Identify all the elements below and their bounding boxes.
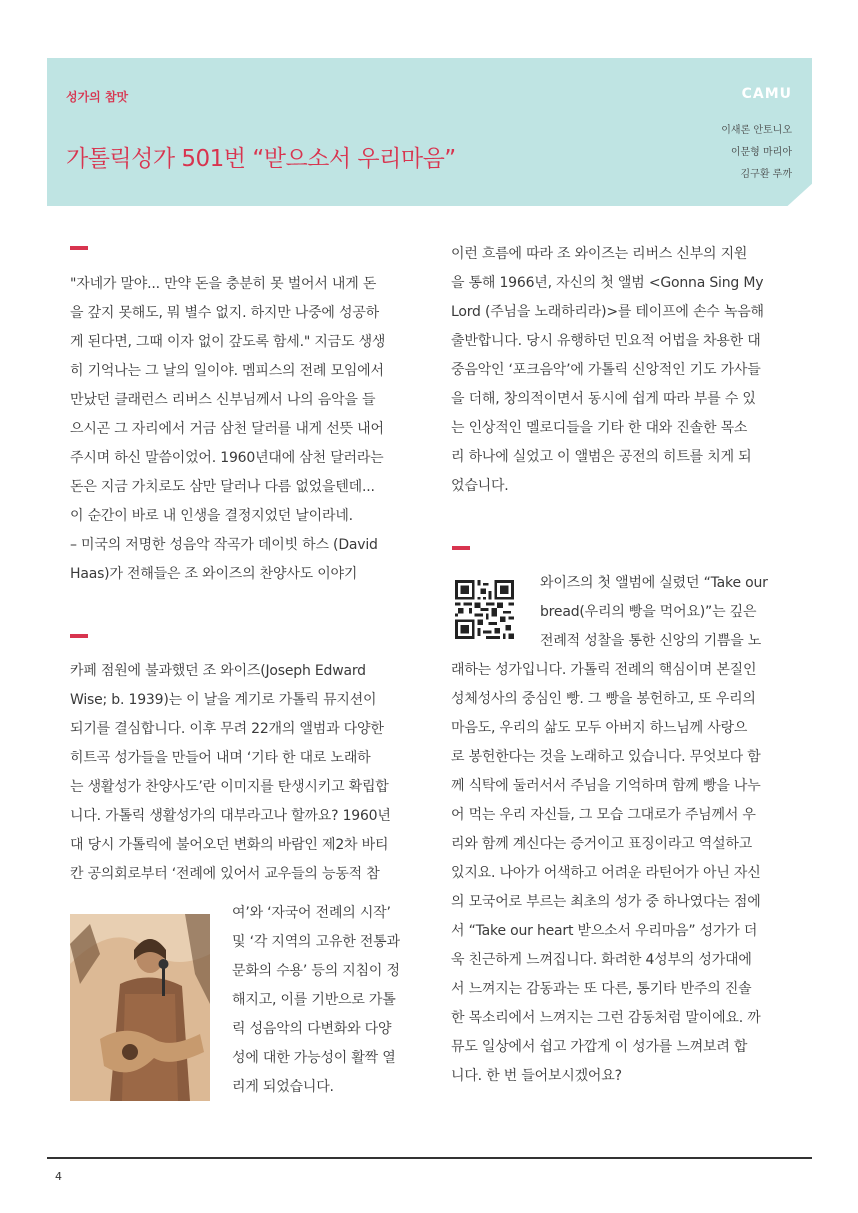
text-line: 욱 친근하게 느껴집니다. 화려한 4성부의 성가대에 bbox=[451, 952, 752, 968]
text-line: 마음도, 우리의 삶도 모두 아버지 하느님께 사랑으 bbox=[451, 720, 748, 736]
author-name: 이문형 마리아 bbox=[730, 147, 792, 158]
text-line: – 미국의 저명한 성음악 작곡가 데이빗 하스 (David bbox=[70, 537, 378, 553]
page-title: 가톨릭성가 501번 “받으소서 우리마음” bbox=[66, 146, 456, 172]
text-line: Haas)가 전해들은 조 와이즈의 찬양사도 이야기 bbox=[70, 566, 358, 582]
text-line: 히트곡 성가들을 만들어 내며 ‘기타 한 대로 노래하 bbox=[70, 750, 371, 766]
text-line: 이런 흐름에 따라 조 와이즈는 리버스 신부의 지원 bbox=[451, 246, 748, 262]
text-line: 리 하나에 실었고 이 앨범은 공전의 히트를 치게 되 bbox=[451, 449, 752, 465]
text-line: 로 봉헌한다는 것을 노래하고 있습니다. 무엇보다 함 bbox=[451, 749, 761, 765]
text-line: 게 된다면, 그때 이자 없이 갚도록 함세." 지금도 생생 bbox=[70, 334, 386, 350]
footer-divider bbox=[47, 1157, 812, 1159]
text-line: 대 당시 가톨릭에 불어오던 변화의 바람인 제2차 바티 bbox=[70, 837, 389, 853]
text-line: 께 식탁에 둘러서서 주님을 기억하며 함께 빵을 나누 bbox=[451, 778, 761, 794]
page-number: 4 bbox=[55, 1170, 62, 1183]
text-line: 릭 성음악의 다변화와 다양 bbox=[232, 1021, 392, 1037]
text-line: 주시며 하신 말씀이었어. 1960년대에 삼천 달러라는 bbox=[70, 450, 384, 466]
text-line: 출반합니다. 당시 유행하던 민요적 어법을 차용한 대 bbox=[451, 333, 761, 349]
text-line: 카페 점원에 불과했던 조 와이즈(Joseph Edward bbox=[70, 663, 366, 679]
text-line: 래하는 성가입니다. 가톨릭 전례의 핵심이며 본질인 bbox=[451, 662, 757, 678]
header-band bbox=[47, 58, 812, 206]
body-paragraph bbox=[451, 240, 791, 501]
text-line: 와이즈의 첫 앨범에 실렸던 “Take our bbox=[540, 575, 768, 591]
text-line: 리와 함께 계신다는 증거이고 표징이라고 역설하고 bbox=[451, 836, 753, 852]
text-line: 돈은 지금 가치로도 삼만 달러나 다름 없었을텐데... bbox=[70, 479, 375, 495]
section-dash bbox=[70, 246, 88, 250]
text-line: "자네가 말야... 만약 돈을 충분히 못 벌어서 내게 돈 bbox=[70, 276, 377, 292]
author-name: 김구환 루까 bbox=[740, 169, 792, 180]
text-line: 여’와 ‘자국어 전례의 시작’ bbox=[232, 905, 391, 921]
text-line: 니다. 한 번 들어보시겠어요? bbox=[451, 1068, 622, 1084]
text-line: 서 느껴지는 감동과는 또 다른, 통기타 반주의 진솔 bbox=[451, 981, 752, 997]
text-line: Lord (주님을 노래하리라)>를 테이프에 손수 녹음해 bbox=[451, 304, 764, 320]
author-list bbox=[721, 120, 792, 186]
text-line: 문화의 수용’ 등의 지침이 정 bbox=[232, 963, 400, 979]
text-line: bread(우리의 빵을 먹어요)”는 깊은 bbox=[540, 604, 757, 620]
text-line: 해지고, 이를 기반으로 가톨 bbox=[232, 992, 396, 1008]
author-name: 이새론 안토니오 bbox=[721, 125, 792, 136]
text-line: 칸 공의회로부터 ‘전례에 있어서 교우들의 능동적 참 bbox=[70, 866, 380, 882]
guitarist-photo bbox=[70, 914, 210, 1101]
text-line: 을 더해, 창의적이면서 동시에 쉽게 따라 부를 수 있 bbox=[451, 391, 756, 407]
text-line: 는 인상적인 멜로디들을 기타 한 대와 진솔한 목소 bbox=[451, 420, 748, 436]
text-line: 을 갚지 못해도, 뭐 별수 없지. 하지만 나중에 성공하 bbox=[70, 305, 379, 321]
brand-logo: CAMU bbox=[741, 86, 792, 102]
text-line: 있지요. 나아가 어색하고 어려운 라틴어가 아닌 자신 bbox=[451, 865, 761, 881]
section-dash bbox=[70, 634, 88, 638]
text-line: 성체성사의 중심인 빵. 그 빵을 봉헌하고, 또 우리의 bbox=[451, 691, 756, 707]
body-paragraph-wrap bbox=[232, 899, 408, 1102]
text-line: 되기를 결심합니다. 이후 무려 22개의 앨범과 다양한 bbox=[70, 721, 384, 737]
text-line: 니다. 가톨릭 생활성가의 대부라고나 할까요? 1960년 bbox=[70, 808, 391, 824]
text-line: 중음악인 ‘포크음악’에 가톨릭 신앙적인 기도 가사들 bbox=[451, 362, 761, 378]
text-line: 는 생활성가 찬양사도’란 이미지를 탄생시키고 확립합 bbox=[70, 779, 389, 795]
text-line: 의 모국어로 부르는 최초의 성가 중 하나였다는 점에 bbox=[451, 894, 761, 910]
text-line: 및 ‘각 지역의 고유한 전통과 bbox=[232, 934, 400, 950]
text-line: 전례적 성찰을 통한 신앙의 기쁨을 노 bbox=[540, 633, 762, 649]
text-line: 리게 되었습니다. bbox=[232, 1079, 334, 1095]
section-label: 성가의 참맛 bbox=[66, 90, 129, 104]
body-paragraph bbox=[70, 657, 408, 889]
opening-quote bbox=[70, 270, 408, 589]
qr-code[interactable] bbox=[455, 580, 514, 639]
section-dash bbox=[452, 546, 470, 550]
text-line: 성에 대한 가능성이 활짝 열 bbox=[232, 1050, 396, 1066]
body-paragraph bbox=[451, 656, 791, 1091]
text-line: 만났던 클래런스 리버스 신부님께서 나의 음악을 들 bbox=[70, 392, 376, 408]
qr-caption-wrap bbox=[540, 569, 791, 656]
text-line: 어 먹는 우리 자신들, 그 모습 그대로가 주님께서 우 bbox=[451, 807, 756, 823]
text-line: 서 “Take our heart 받으소서 우리마음” 성가가 더 bbox=[451, 923, 758, 939]
text-line: 으시곤 그 자리에서 거금 삼천 달러를 내게 선뜻 내어 bbox=[70, 421, 384, 437]
text-line: 을 통해 1966년, 자신의 첫 앨범 <Gonna Sing My bbox=[451, 275, 764, 291]
text-line: 이 순간이 바로 내 인생을 결정지었던 날이라네. bbox=[70, 508, 353, 524]
text-line: 히 기억나는 그 날의 일이야. 멤피스의 전례 모임에서 bbox=[70, 363, 384, 379]
text-line: 한 목소리에서 느껴지는 그런 감동처럼 말이에요. 까 bbox=[451, 1010, 761, 1026]
text-line: 뮤도 일상에서 쉽고 가깝게 이 성가를 느껴보려 합 bbox=[451, 1039, 748, 1055]
text-line: Wise; b. 1939)는 이 날을 계기로 가톨릭 뮤지션이 bbox=[70, 692, 377, 708]
text-line: 었습니다. bbox=[451, 478, 509, 494]
